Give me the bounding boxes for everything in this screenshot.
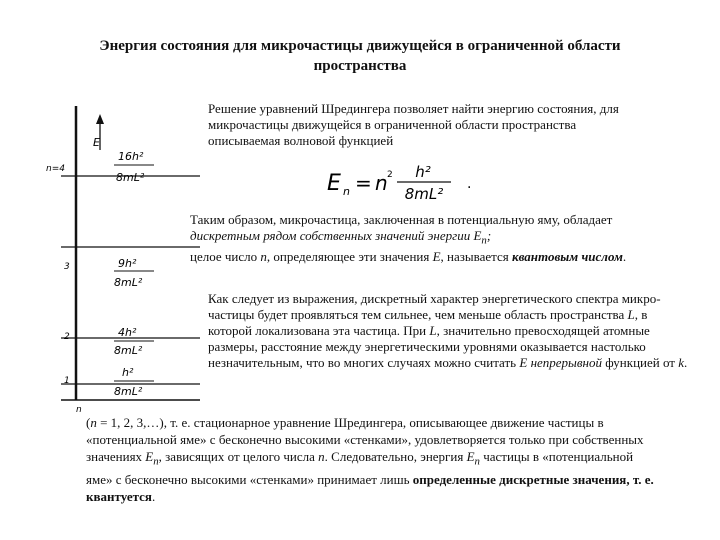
p4-quantized: определенные дискретные значения, т. е. квантуется [86, 471, 654, 504]
level-label-3: 3 [64, 262, 70, 272]
p2-c3: , называется [440, 248, 512, 264]
n-axis-label: n [76, 405, 82, 415]
formula-n-exp: 2 [387, 170, 393, 180]
level-label-1: 1 [64, 376, 70, 386]
p3-t1: Как следует из выражения, дискретный характер энергетического спектра микро-частицы будет проявляться тем сильнее, чем меньше область пространства [208, 291, 661, 322]
formula-dot: . [467, 176, 472, 192]
level-denominator-4: 8mL² [116, 171, 145, 184]
p2-line-2 [190, 228, 690, 249]
p3-L1: L [627, 307, 635, 322]
p2-c1: целое число [190, 248, 261, 264]
p2-line-3 [190, 249, 690, 265]
p4-E2-sub: n [474, 455, 480, 468]
p2-E: E [432, 248, 441, 264]
p2-semicolon: ; [486, 228, 492, 243]
p2-n: n [260, 248, 267, 264]
page-title [60, 36, 660, 76]
p2-c2: , определяющее эти значения [266, 248, 433, 264]
paragraph-intro: Решение уравнений Шредингера позволяет найти энергию состояния, для микрочастицы движущейся в ограниченной области пространства описываемая волновой функцией [208, 101, 619, 148]
level-numerator-1: h² [122, 366, 134, 379]
formula-lhs: E [327, 171, 341, 196]
level-numerator-2: 4h² [118, 326, 137, 339]
energy-axis-label: E [93, 136, 100, 149]
p2-sub-n: n [481, 234, 487, 247]
formula-denominator: 8mL² [404, 185, 444, 203]
p4-t5: частицы в «потенциальной яме» с бесконечно высокими «стенками» принимает лишь [86, 449, 634, 487]
p4-t3: , зависящих от целого числа [158, 449, 319, 464]
p3-t5: функцией от [601, 355, 679, 370]
p4-t2: = 1, 2, 3,…), т. е. стационарное уравнение Шредингера, описывающее движение частицы в «потенциальной яме» с бесконечно высокими «стенками», удовлетворяется только при собственных значениях [86, 415, 644, 464]
p4-E-sub: n [153, 455, 159, 468]
energy-formula [325, 160, 485, 204]
level-label-4: n=4 [46, 164, 65, 174]
level-denominator-1: 8mL² [114, 385, 143, 398]
level-denominator-3: 8mL² [114, 276, 143, 289]
p3-L2: L [429, 323, 437, 338]
title-line-2: пространства [313, 58, 407, 74]
p4-E2: E [466, 449, 475, 464]
p2-discrete-phrase: дискретным рядом собственных значений энергии E [190, 228, 482, 243]
formula-equals: = [355, 171, 372, 195]
p4-t6: . [151, 488, 156, 504]
paragraph-discrete [190, 212, 690, 265]
p4-E: E [145, 449, 154, 464]
p3-t6: . [684, 355, 688, 370]
energy-arrow-head [96, 114, 104, 124]
paragraph-spectrum [208, 291, 688, 371]
paragraph-conclusion [86, 414, 656, 505]
level-numerator-3: 9h² [118, 257, 137, 270]
p4-n1: n [90, 415, 97, 430]
p3-t3: , значительно превосходящей атомные размеры, расстояние между энергетическими уровнями оказывается настолько незначительным, что во многих случаях можно считать [208, 323, 650, 370]
level-denominator-2: 8mL² [114, 344, 143, 357]
p3-continuous: непрерывной [530, 355, 602, 370]
level-numerator-4: 16h² [118, 150, 144, 163]
p4-n2: n [318, 449, 325, 464]
formula-n: n [375, 171, 388, 195]
level-label-2: 2 [64, 332, 70, 342]
p3-t2: , в которой локализована эта частица. При [208, 307, 648, 338]
p4-t1: ( [86, 415, 91, 430]
p3-k: k [678, 355, 685, 370]
p2-line-1: Таким образом, микрочастица, заключенная в потенциальную яму, обладает [190, 212, 613, 227]
p2-c4: . [622, 248, 627, 264]
formula-lhs-sub: n [343, 185, 350, 198]
p3-E: E [519, 355, 528, 370]
title-line-1: Энергия состояния для микрочастицы движущейся в ограниченной области [99, 38, 621, 54]
formula-numerator: h² [415, 163, 431, 181]
p2-quantum-number: квантовым числом [512, 248, 623, 264]
p4-t4: . Следовательно, энергия [324, 449, 467, 464]
